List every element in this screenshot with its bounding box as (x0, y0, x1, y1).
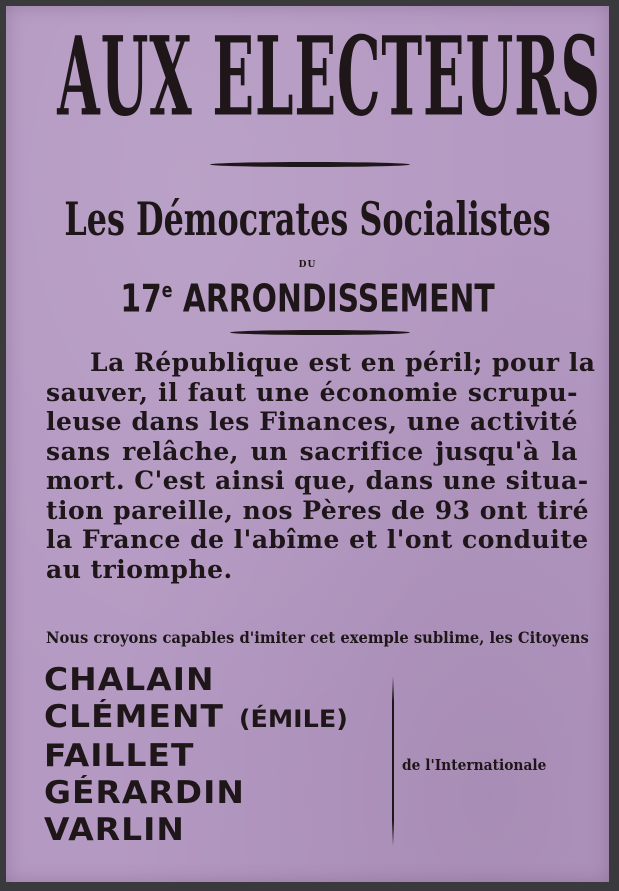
candidate-name (44, 775, 348, 812)
grouping-brace (392, 676, 394, 846)
poster-sheet (6, 6, 609, 882)
candidate-surname: FAILLET (44, 738, 195, 774)
arrondissement-number: 17 (120, 275, 162, 321)
candidate-name (44, 699, 348, 738)
body-line: la France de l'abîme et l'ont conduite (46, 525, 589, 554)
du-label: DU (298, 260, 317, 270)
arrondissement-superscript: e (161, 279, 173, 303)
body-line: sauver, il faut une économie scrupu- (46, 377, 578, 407)
candidate-surname: GÉRARDIN (44, 775, 245, 811)
body-line: mort. C'est ainsi que, dans une situa- (46, 466, 589, 495)
candidate-surname: VARLIN (44, 812, 185, 848)
candidate-surname: CLÉMENT (44, 699, 224, 735)
poster-subhead: Les Démocrates Socialistes (64, 191, 551, 246)
body-line: au triomphe. (46, 554, 233, 584)
arrondissement-heading (27, 275, 588, 321)
candidate-firstname: (ÉMILE) (238, 705, 348, 733)
poster-headline: AUX ELECTEURS (57, 12, 601, 141)
proclamation-body (46, 348, 596, 584)
ornamental-rule-top (210, 162, 410, 167)
arrondissement-word: ARRONDISSEMENT (182, 275, 495, 321)
body-line: La République est en péril; pour la (90, 348, 596, 377)
affiliation-label: de l'Internationale (402, 756, 547, 774)
body-line: tion pareille, nos Pères de 93 ont tiré (46, 495, 589, 525)
candidate-name (44, 738, 348, 775)
body-line: leuse dans les Finances, une activité (46, 407, 578, 436)
ornamental-rule-bottom (230, 330, 410, 335)
candidates-intro: Nous croyons capables d'imiter cet exemple sublime, les Citoyens (46, 628, 589, 647)
candidate-list (44, 662, 348, 849)
candidate-name (44, 812, 348, 849)
body-line: sans relâche, un sacrifice jusqu'à la (46, 436, 578, 466)
candidate-name (44, 662, 348, 699)
candidate-surname: CHALAIN (44, 662, 215, 698)
